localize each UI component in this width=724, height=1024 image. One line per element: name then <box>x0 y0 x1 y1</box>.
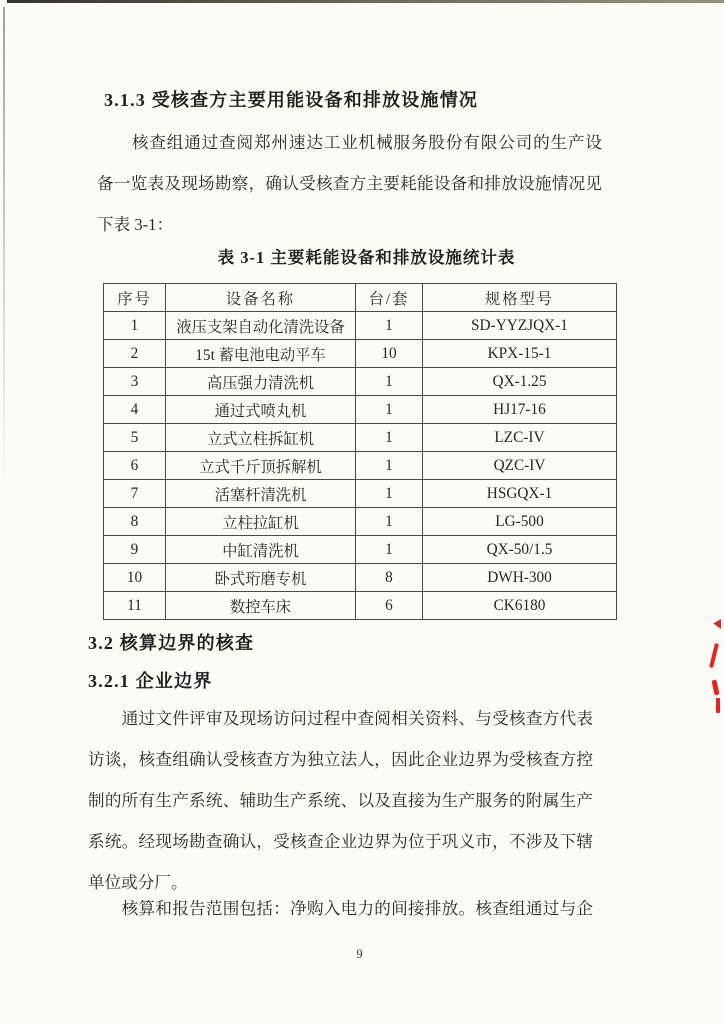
cell-quantity: 1 <box>356 368 423 396</box>
cell-model: QZC-IV <box>423 452 617 480</box>
paragraph-line: 通过文件评审及现场访问过程中查阅相关资料、与受核查方代表 <box>88 709 593 728</box>
column-header-model: 规格型号 <box>423 284 617 312</box>
paragraph-reporting-scope <box>88 888 593 929</box>
table-row <box>104 564 617 592</box>
cell-model: LZC-IV <box>423 424 617 452</box>
table-row <box>104 396 617 424</box>
cell-quantity: 1 <box>356 452 423 480</box>
scan-edge-top <box>7 0 724 3</box>
paragraph-line: 制的所有生产系统、辅助生产系统、以及直接为生产服务的附属生产 <box>88 791 593 810</box>
scan-edge-left <box>3 7 5 497</box>
column-header-device-name: 设备名称 <box>166 284 356 312</box>
table-row <box>104 424 617 452</box>
paragraph-line: 单位或分厂。 <box>88 873 188 892</box>
cell-device-name: 立柱拉缸机 <box>166 508 356 536</box>
table-row <box>104 480 617 508</box>
stamp-fragment-icon <box>712 619 721 629</box>
cell-index: 2 <box>104 340 166 368</box>
cell-quantity: 1 <box>356 508 423 536</box>
paragraph-line: 核算和报告范围包括：净购入电力的间接排放。核查组通过与企 <box>88 899 593 918</box>
cell-index: 4 <box>104 396 166 424</box>
cell-quantity: 8 <box>356 564 423 592</box>
section-heading-3-2-1: 3.2.1 企业边界 <box>88 671 213 691</box>
cell-index: 8 <box>104 508 166 536</box>
cell-device-name: 中缸清洗机 <box>166 536 356 564</box>
cell-index: 3 <box>104 368 166 396</box>
cell-quantity: 10 <box>356 340 423 368</box>
cell-model: SD-YYZJQX-1 <box>423 312 617 340</box>
cell-device-name: 液压支架自动化清洗设备 <box>166 312 356 340</box>
section-heading-3-1-3: 3.1.3 受核查方主要用能设备和排放设施情况 <box>104 90 479 110</box>
paragraph-line: 系统。经现场勘查确认，受核查企业边界为位于巩义市，不涉及下辖 <box>88 832 593 851</box>
table-row <box>104 340 617 368</box>
table-row <box>104 368 617 396</box>
cell-index: 1 <box>104 312 166 340</box>
cell-model: LG-500 <box>423 508 617 536</box>
cell-device-name: 立式立柱拆缸机 <box>166 424 356 452</box>
table-row <box>104 452 617 480</box>
cell-device-name: 数控车床 <box>166 592 356 620</box>
paragraph-line: 核查组通过查阅郑州速达工业机械服务股份有限公司的生产设 <box>97 133 602 152</box>
page-number: 9 <box>356 947 363 961</box>
stamp-fragment-icon <box>711 680 719 696</box>
table-row <box>104 592 617 620</box>
stamp-fragment-icon <box>716 698 720 713</box>
cell-device-name: 活塞杆清洗机 <box>166 480 356 508</box>
cell-device-name: 卧式珩磨专机 <box>166 564 356 592</box>
cell-index: 9 <box>104 536 166 564</box>
equipment-table <box>103 283 617 620</box>
cell-model: QX-1.25 <box>423 368 617 396</box>
cell-index: 5 <box>104 424 166 452</box>
paragraph-enterprise-boundary <box>88 698 593 903</box>
cell-device-name: 15t 蓄电池电动平车 <box>166 340 356 368</box>
cell-quantity: 1 <box>356 536 423 564</box>
cell-device-name: 立式千斤顶拆解机 <box>166 452 356 480</box>
stamp-fragment-icon <box>709 643 719 668</box>
cell-model: HJ17-16 <box>423 396 617 424</box>
paragraph-intro <box>97 122 602 245</box>
cell-device-name: 高压强力清洗机 <box>166 368 356 396</box>
cell-quantity: 1 <box>356 396 423 424</box>
cell-model: DWH-300 <box>423 564 617 592</box>
table-row <box>104 312 617 340</box>
paragraph-line: 访谈，核查组确认受核查方为独立法人，因此企业边界为受核查方控 <box>88 750 593 769</box>
table-row <box>104 508 617 536</box>
cell-model: HSGQX-1 <box>423 480 617 508</box>
paragraph-line: 下表 3-1： <box>97 215 174 234</box>
cell-quantity: 1 <box>356 480 423 508</box>
cell-model: KPX-15-1 <box>423 340 617 368</box>
cell-index: 6 <box>104 452 166 480</box>
cell-model: CK6180 <box>423 592 617 620</box>
column-header-quantity: 台/套 <box>356 284 423 312</box>
section-heading-3-2: 3.2 核算边界的核查 <box>88 633 255 653</box>
cell-quantity: 1 <box>356 312 423 340</box>
cell-index: 11 <box>104 592 166 620</box>
table-header-row <box>104 284 617 312</box>
paragraph-line: 备一览表及现场勘察，确认受核查方主要耗能设备和排放设施情况见 <box>97 174 602 193</box>
column-header-index: 序号 <box>104 284 166 312</box>
cell-device-name: 通过式喷丸机 <box>166 396 356 424</box>
cell-index: 7 <box>104 480 166 508</box>
table-row <box>104 536 617 564</box>
table-title: 表 3-1 主要耗能设备和排放设施统计表 <box>217 248 516 267</box>
cell-quantity: 1 <box>356 424 423 452</box>
cell-quantity: 6 <box>356 592 423 620</box>
cell-index: 10 <box>104 564 166 592</box>
cell-model: QX-50/1.5 <box>423 536 617 564</box>
